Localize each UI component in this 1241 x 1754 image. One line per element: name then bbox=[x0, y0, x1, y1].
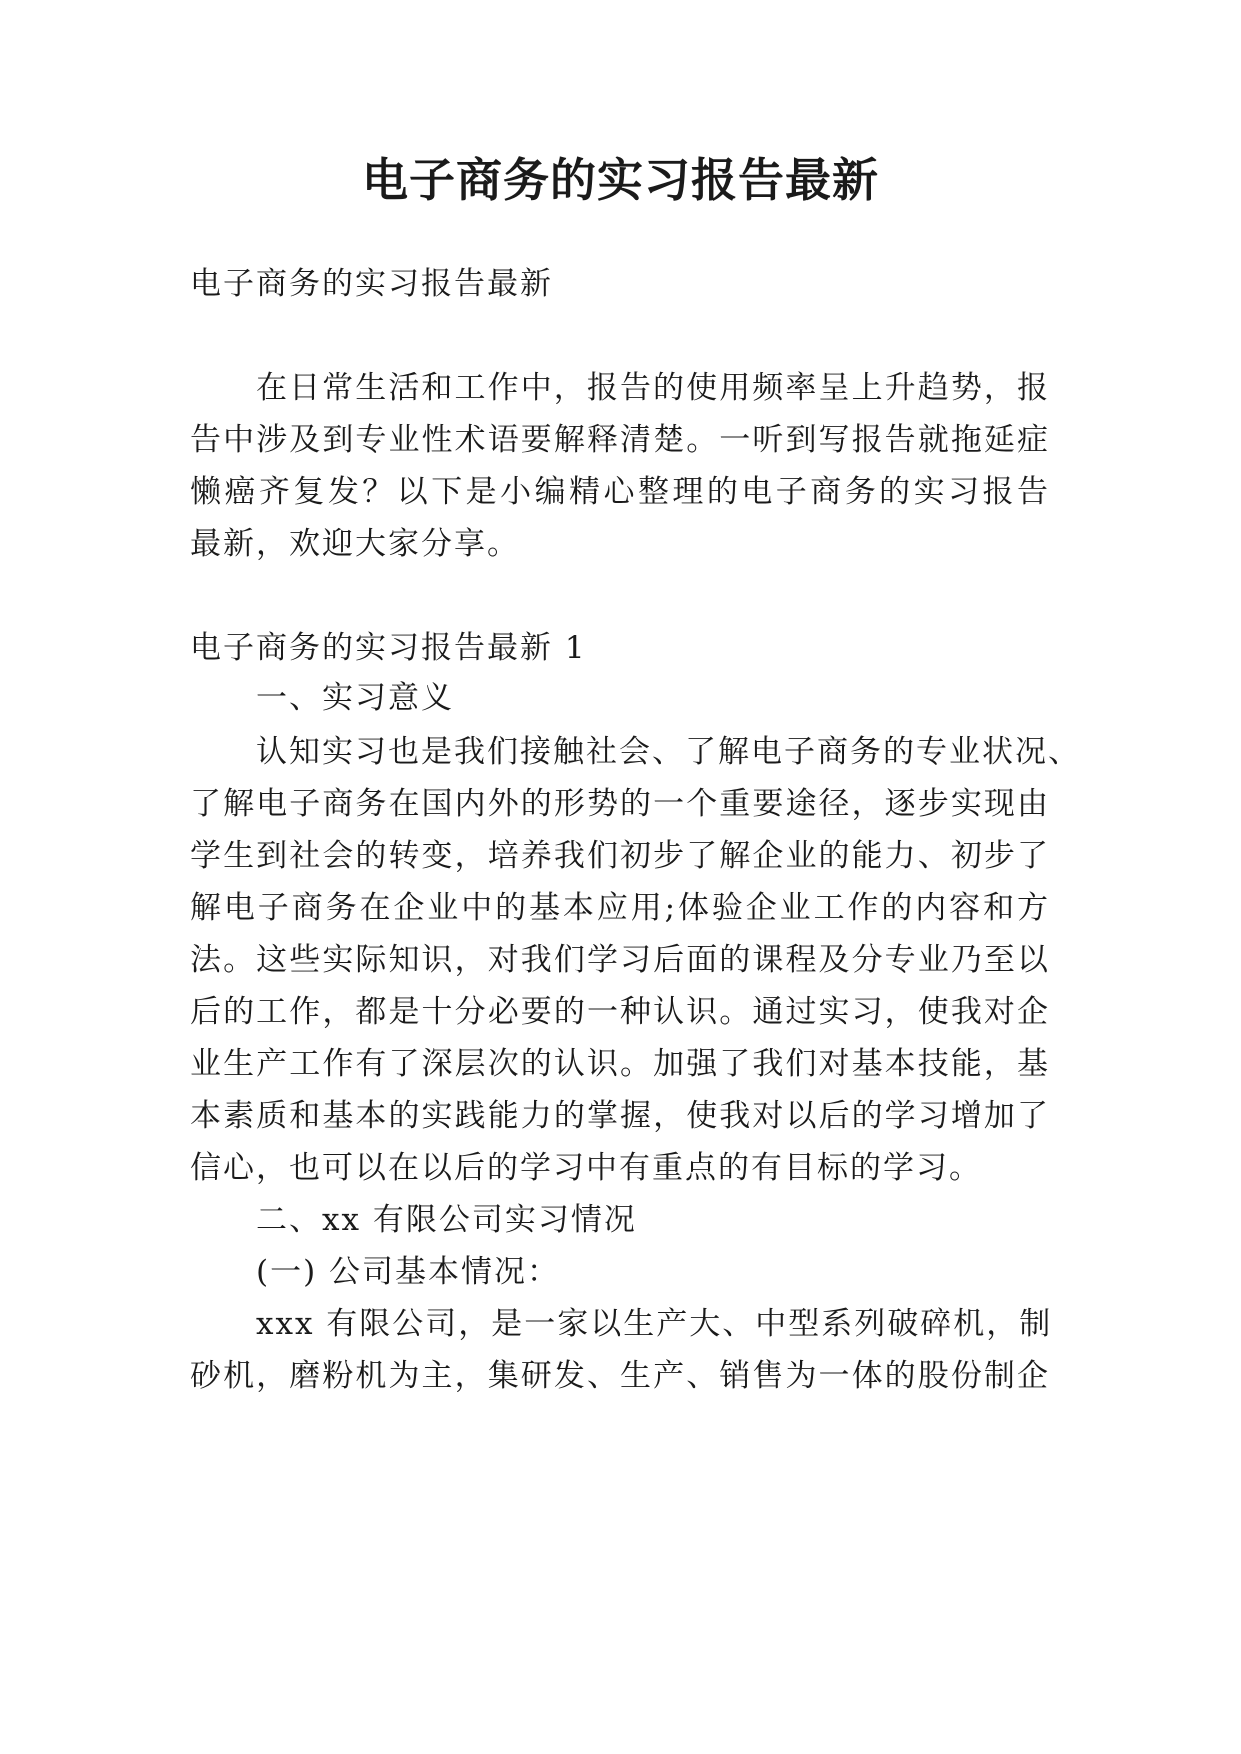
intro-line-1: 在日常生活和工作中，报告的使用频率呈上升趋势，报 bbox=[256, 370, 1050, 406]
body-line: 砂机，磨粉机为主，集研发、生产、销售为一体的股份制企 bbox=[190, 1358, 1050, 1394]
sub-heading-company-basics: (一) 公司基本情况： bbox=[256, 1254, 561, 1290]
body-line: 解电子商务在企业中的基本应用;体验企业工作的内容和方 bbox=[190, 890, 1050, 926]
body-line: 本素质和基本的实践能力的掌握，使我对以后的学习增加了 bbox=[190, 1098, 1050, 1134]
body-line: xxx 有限公司，是一家以生产大、中型系列破碎机，制 bbox=[256, 1306, 1053, 1342]
part-heading-significance: 一、实习意义 bbox=[256, 680, 454, 716]
subtitle: 电子商务的实习报告最新 bbox=[190, 266, 553, 302]
body-line: 业生产工作有了深层次的认识。加强了我们对基本技能，基 bbox=[190, 1046, 1050, 1082]
body-line: 信心，也可以在以后的学习中有重点的有目标的学习。 bbox=[190, 1150, 982, 1186]
intro-line-4: 最新，欢迎大家分享。 bbox=[190, 526, 520, 562]
body-line: 了解电子商务在国内外的形势的一个重要途径，逐步实现由 bbox=[190, 786, 1050, 822]
body-line: 学生到社会的转变，培养我们初步了解企业的能力、初步了 bbox=[190, 838, 1050, 874]
body-line: 认知实习也是我们接触社会、了解电子商务的专业状况、 bbox=[256, 734, 1081, 770]
document-title: 电子商务的实习报告最新 bbox=[362, 153, 879, 207]
section-heading-1: 电子商务的实习报告最新 1 bbox=[190, 630, 587, 666]
body-line: 后的工作，都是十分必要的一种认识。通过实习，使我对企 bbox=[190, 994, 1050, 1030]
intro-line-2: 告中涉及到专业性术语要解释清楚。一听到写报告就拖延症 bbox=[190, 422, 1050, 458]
part-heading-company: 二、xx 有限公司实习情况 bbox=[256, 1202, 637, 1238]
intro-line-3: 懒癌齐复发？以下是小编精心整理的电子商务的实习报告 bbox=[190, 474, 1050, 510]
body-line: 法。这些实际知识，对我们学习后面的课程及分专业乃至以 bbox=[190, 942, 1050, 978]
